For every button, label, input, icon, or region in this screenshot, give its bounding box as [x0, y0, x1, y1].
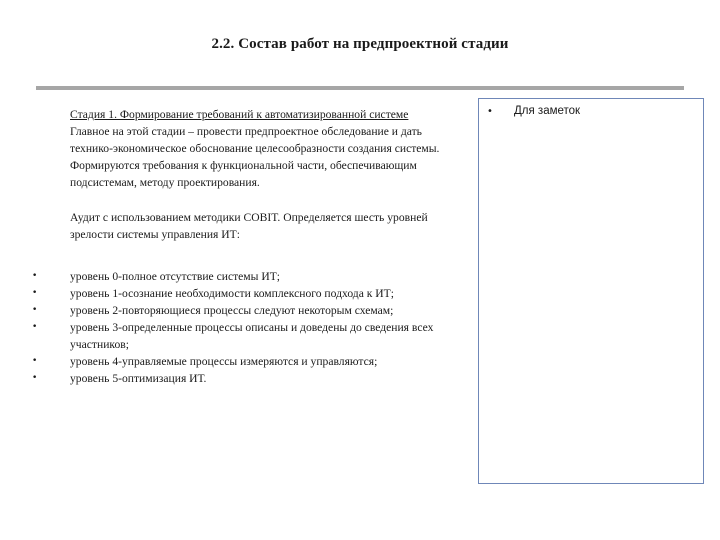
bullet-icon: •: [32, 271, 38, 281]
main-content: [32, 106, 460, 387]
maturity-levels-list: [32, 268, 460, 387]
bullet-icon: •: [32, 356, 38, 366]
stage-description: Главное на этой стадии – провести предпроектное обследование и дать технико-экономическое обоснование целесообразности создания системы. Формируются требования к функциональной части, обеспечивающим подсистемам, методу проектирования.: [70, 125, 440, 189]
bullet-icon: •: [32, 305, 38, 315]
bullet-icon: •: [32, 373, 38, 383]
list-item: [32, 285, 460, 302]
list-item: [32, 268, 460, 285]
list-item: [32, 370, 460, 387]
notes-box[interactable]: [478, 98, 704, 484]
audit-intro: Аудит с использованием методики COBIT. Определяется шесть уровней зрелости системы управления ИТ:: [70, 211, 428, 241]
level-text: уровень 2-повторяющиеся процессы следуют некоторым схемам;: [70, 304, 394, 317]
bullet-icon: •: [32, 288, 38, 298]
spacer: [70, 191, 460, 209]
level-text: уровень 5-оптимизация ИТ.: [70, 372, 207, 385]
level-text: уровень 1-осознание необходимости комплексного подхода к ИТ;: [70, 287, 394, 300]
level-text: уровень 0-полное отсутствие системы ИТ;: [70, 270, 281, 283]
stage-heading: Стадия 1. Формирование требований к автоматизированной системе: [70, 108, 409, 121]
level-text: уровень 4-управляемые процессы измеряются и управляются;: [70, 355, 378, 368]
list-item: [32, 353, 460, 370]
slide-title: 2.2. Состав работ на предпроектной стадии: [211, 36, 509, 52]
list-item: [32, 319, 460, 353]
bullet-icon: •: [32, 322, 38, 332]
notes-label: Для заметок: [514, 105, 581, 117]
list-item: [32, 302, 460, 319]
title-divider: [36, 86, 684, 90]
bullet-icon: •: [487, 106, 493, 117]
spacer: [70, 243, 460, 268]
level-text: уровень 3-определенные процессы описаны и доведены до сведения всех участников;: [70, 321, 434, 351]
